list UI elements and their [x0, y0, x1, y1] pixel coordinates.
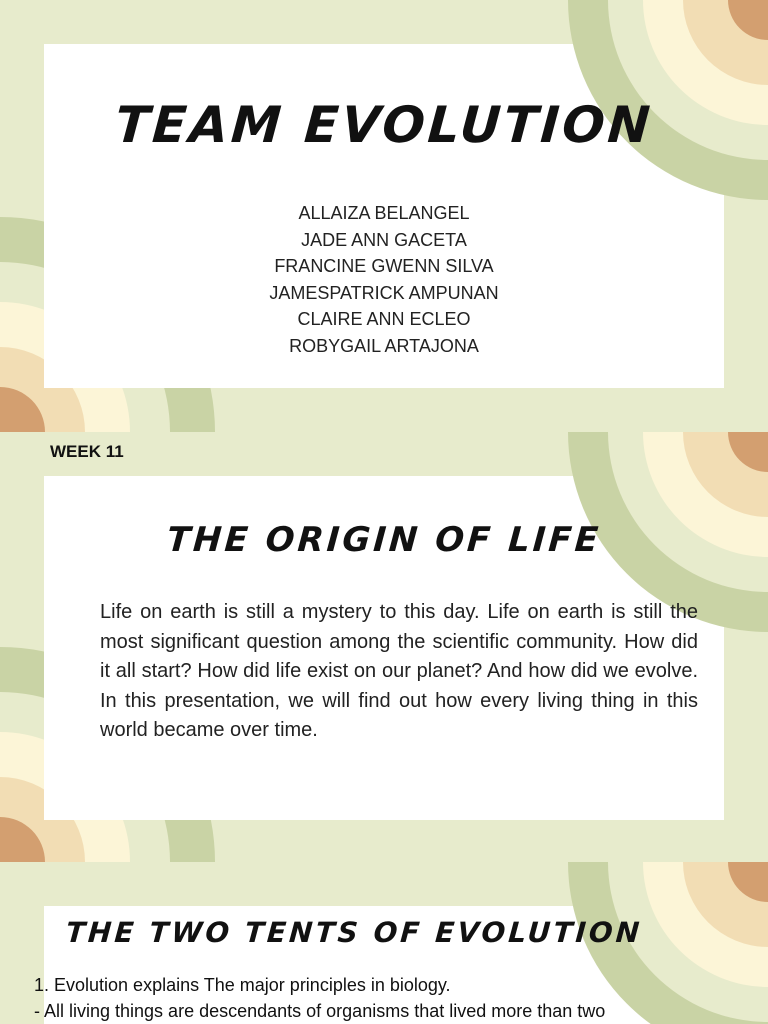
section-title: THE TWO TENTS OF EVOLUTION — [64, 916, 644, 949]
member-name: CLAIRE ANN ECLEO — [297, 309, 471, 329]
section-title: THE ORIGIN OF LIFE — [165, 520, 603, 560]
member-name: JAMESPATRICK AMPUNAN — [269, 282, 499, 303]
slide-two-tenets — [0, 862, 768, 1024]
tenet-list — [34, 972, 754, 1024]
week-label: WEEK 11 — [50, 442, 124, 461]
member-name: JADE ANN GACETA — [301, 229, 467, 250]
member-name: ROBYGAIL ARTAJONA — [289, 335, 479, 356]
list-item: - All living things are descendants of organisms that lived more than two — [34, 1001, 606, 1021]
slide-team-evolution — [0, 0, 768, 432]
intro-paragraph: Life on earth is still a mystery to this day. Life on earth is still the most significant question among the scientific community. How did it all start? How did life exist on our planet? And how did we evolve. In this presentation, we will find out how every living thing in this world became over time. — [100, 601, 698, 741]
member-list — [0, 200, 768, 359]
member-name: ALLAIZA BELANGEL — [298, 203, 470, 223]
list-item: 1. Evolution explains The major principles in biology. — [34, 975, 451, 995]
slide-origin-of-life — [0, 432, 768, 862]
member-name: FRANCINE GWENN SILVA — [274, 256, 494, 276]
page-title: TEAM EVOLUTION — [113, 96, 655, 154]
